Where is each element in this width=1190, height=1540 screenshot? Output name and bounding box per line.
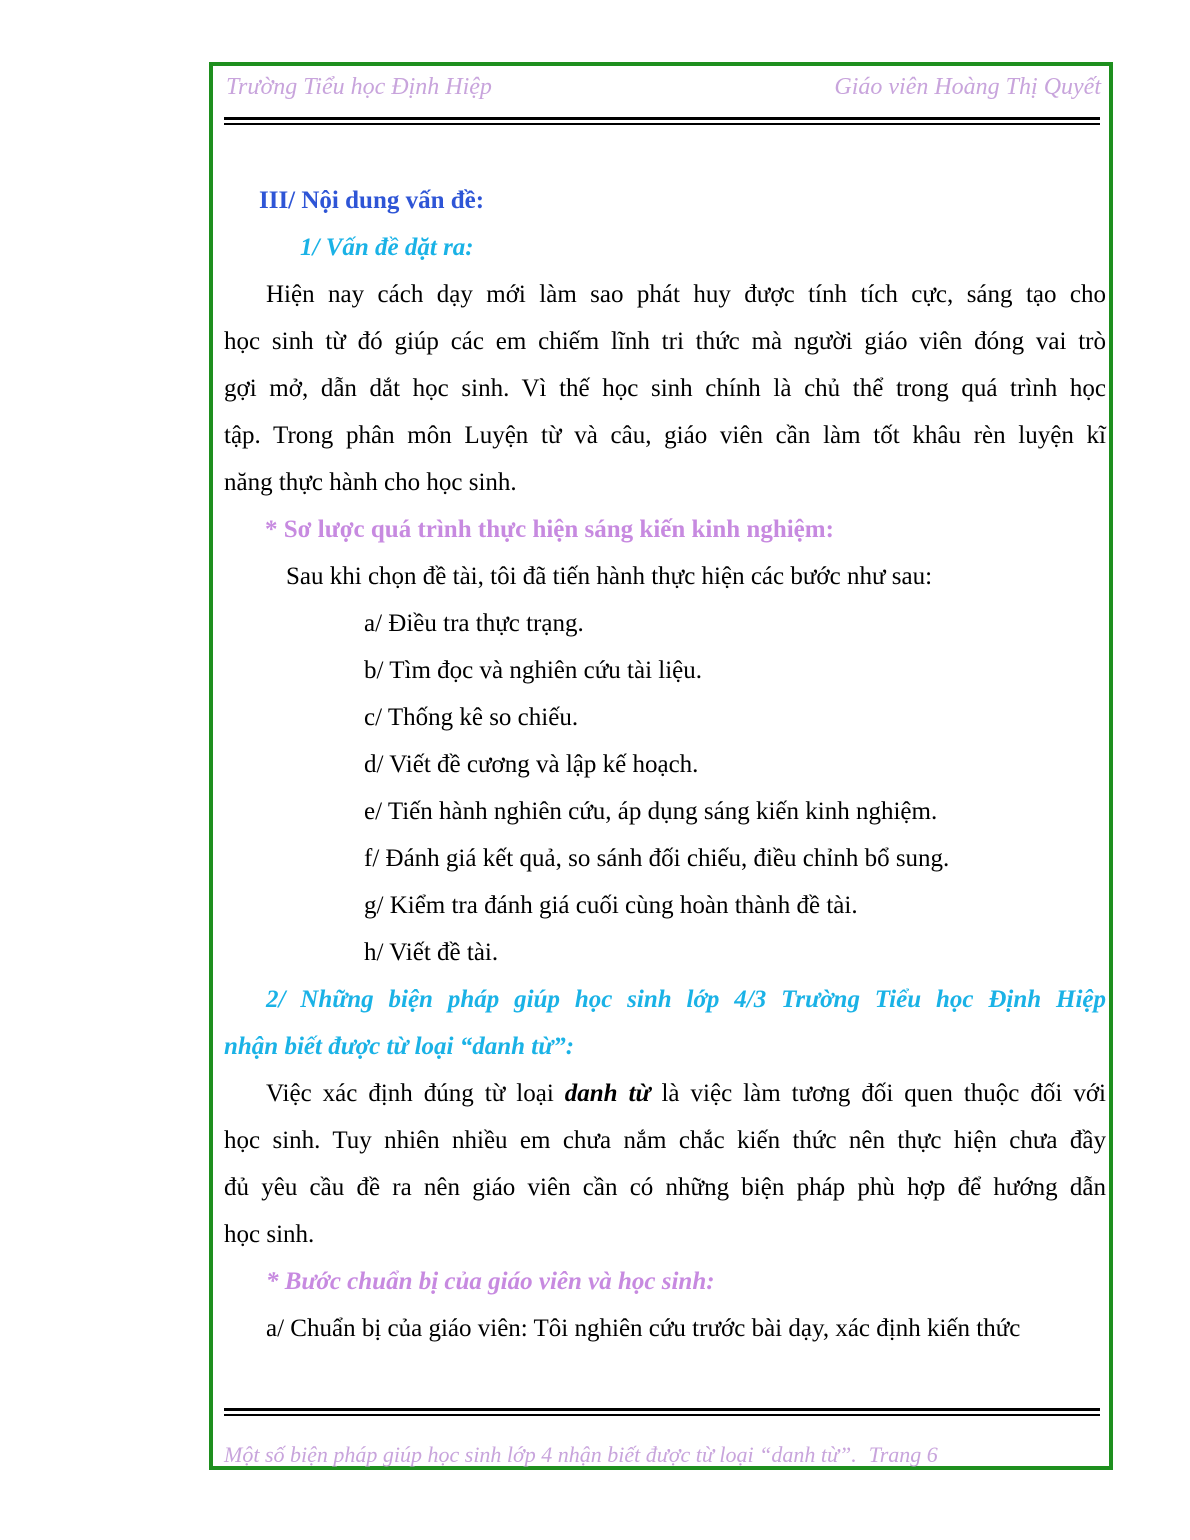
footer-title: Một số biện pháp giúp học sinh lớp 4 nhận biết được từ loại “danh từ”.: [224, 1442, 857, 1467]
header-teacher: Giáo viên Hoàng Thị Quyết: [834, 74, 1101, 100]
summary-title: * Sơ lược quá trình thực hiện sáng kiến kinh nghiệm:: [265, 516, 834, 543]
header-school: Trường Tiểu học Định Hiệp: [226, 74, 492, 100]
step-item: b/ Tìm đọc và nghiên cứu tài liệu.: [364, 657, 703, 684]
emphasis-danh-tu: danh từ: [564, 1080, 651, 1107]
subsection-2-title-line-2: nhận biết được từ loại “danh từ”:: [224, 1033, 575, 1060]
step-item: d/ Viết đề cương và lập kế hoạch.: [364, 751, 699, 778]
subsection-1-title: 1/ Vấn đề dặt ra:: [300, 234, 474, 261]
prep-teacher-line: a/ Chuẩn bị của giáo viên: Tôi nghiên cứu trước bài dạy, xác định kiến thức: [266, 1315, 1021, 1342]
footer: [224, 1442, 938, 1468]
step-item: f/ Đánh giá kết quả, so sánh đối chiếu, điều chỉnh bổ sung.: [364, 845, 950, 872]
summary-intro: Sau khi chọn đề tài, tôi đã tiến hành thực hiện các bước như sau:: [286, 563, 933, 590]
paragraph-2-line-4: học sinh.: [224, 1221, 315, 1248]
step-item: e/ Tiến hành nghiên cứu, áp dụng sáng kiến kinh nghiệm.: [364, 798, 938, 825]
paragraph-1-line-2: học sinh từ đó giúp các em chiếm lĩnh tri thức mà người giáo viên đóng vai trò: [224, 328, 1106, 355]
step-item: h/ Viết đề tài.: [364, 939, 499, 966]
paragraph-2-line-3: đủ yêu cầu đề ra nên giáo viên cần có những biện pháp phù hợp để hướng dẫn: [224, 1174, 1106, 1201]
step-item: c/ Thống kê so chiếu.: [364, 704, 579, 731]
paragraph-1-line-4: tập. Trong phân môn Luyện từ và câu, giáo viên cần làm tốt khâu rèn luyện kĩ: [224, 422, 1106, 449]
paragraph-2-line-2: học sinh. Tuy nhiên nhiều em chưa nắm chắc kiến thức nên thực hiện chưa đầy: [224, 1127, 1106, 1154]
footer-rule: [224, 1408, 1100, 1416]
paragraph-1-line-1: Hiện nay cách dạy mới làm sao phát huy được tính tích cực, sáng tạo cho: [266, 281, 1106, 308]
step-item: g/ Kiểm tra đánh giá cuối cùng hoàn thành đề tài.: [364, 892, 858, 919]
header-rule: [224, 117, 1100, 125]
paragraph-1-line-3: gợi mở, dẫn dắt học sinh. Vì thế học sinh chính là chủ thể trong quá trình học: [224, 375, 1106, 402]
paragraph-1-line-5: năng thực hành cho học sinh.: [224, 469, 517, 496]
page-number: Trang 6: [868, 1442, 938, 1467]
paragraph-2-line-1: Việc xác định đúng từ loại danh từ là việc làm tương đối quen thuộc đối với: [266, 1080, 1107, 1107]
step-item: a/ Điều tra thực trạng.: [364, 610, 584, 637]
subsection-2-title-line-1: 2/ Những biện pháp giúp học sinh lớp 4/3 Trường Tiểu học Định Hiệp: [266, 986, 1106, 1013]
section-title: III/ Nội dung vấn đề:: [259, 187, 485, 214]
prep-title: * Bước chuẩn bị của giáo viên và học sinh:: [266, 1268, 715, 1295]
